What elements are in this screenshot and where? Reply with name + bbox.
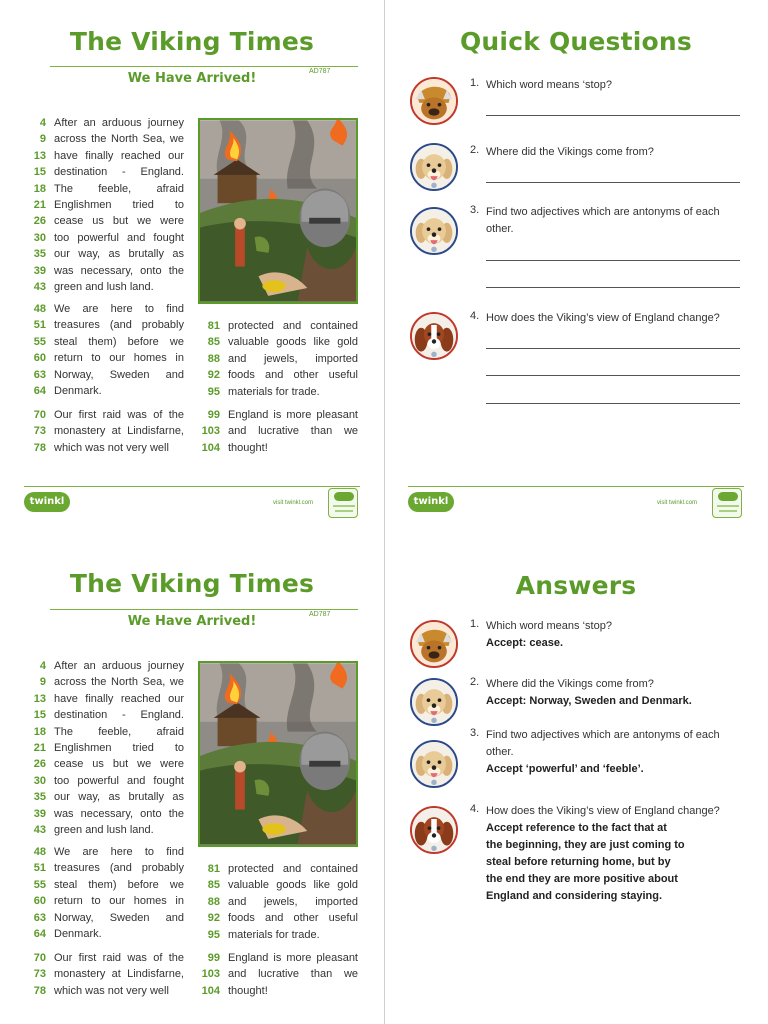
title-rule <box>50 66 358 67</box>
word-count-number: 51 <box>33 319 46 332</box>
word-count-number: 60 <box>33 895 46 908</box>
word-count-number: 39 <box>33 264 46 277</box>
story-text: valuable goods like gold <box>228 879 358 892</box>
word-count-number: 21 <box>33 198 46 211</box>
story-text: have finally reached our <box>54 149 184 162</box>
word-count-number: 18 <box>33 725 46 738</box>
viking-raid-illustration <box>198 661 358 847</box>
story-line <box>24 910 184 926</box>
story-line <box>198 351 358 367</box>
story-text: destination - England. <box>54 709 184 722</box>
word-count-number: 104 <box>201 984 220 997</box>
story-line <box>24 279 184 295</box>
story-column-2 <box>198 318 358 400</box>
newspaper-panel-top <box>0 0 384 512</box>
story-text: Englishmen tried to <box>54 741 184 754</box>
question-number: 3. <box>470 727 480 739</box>
story-text: steal them) before we <box>54 878 184 891</box>
story-text: Our first raid was of the <box>54 952 184 964</box>
word-count-number: 13 <box>33 692 46 705</box>
word-count-number: 99 <box>207 409 220 421</box>
story-line <box>24 301 184 317</box>
footer-rule <box>24 486 360 487</box>
question-text: Which word means ‘stop? <box>486 620 612 632</box>
word-count-number: 64 <box>33 384 46 397</box>
answer-line[interactable] <box>486 375 740 376</box>
story-line <box>24 926 184 942</box>
story-text: Denmark. <box>54 927 102 940</box>
story-line <box>198 384 358 400</box>
word-count-number: 43 <box>33 823 46 836</box>
story-text: too powerful and fought <box>54 231 184 244</box>
story-line <box>24 789 184 805</box>
story-line <box>198 910 358 926</box>
story-line <box>24 367 184 383</box>
story-line <box>198 894 358 910</box>
word-count-number: 92 <box>207 912 220 925</box>
word-count-number: 35 <box>33 791 46 804</box>
issue-code: AD787 <box>309 611 331 618</box>
story-text: monastery at Lindisfarne, <box>54 425 184 438</box>
story-text: monastery at Lindisfarne, <box>54 968 184 981</box>
visit-link[interactable]: visit twinkl.com <box>657 500 698 506</box>
story-text: cease us but we were <box>54 758 184 771</box>
viking-dog-icon <box>410 77 458 125</box>
newspaper-title: The Viking Times <box>69 27 315 56</box>
story-column-1 <box>24 658 184 838</box>
questions-title: Quick Questions <box>459 27 693 56</box>
story-line <box>24 148 184 164</box>
story-text: materials for trade. <box>228 928 320 941</box>
newspaper-title: The Viking Times <box>69 569 315 598</box>
question-number: 4. <box>470 310 480 322</box>
story-line <box>198 423 358 439</box>
question-number: 3. <box>470 204 480 216</box>
word-count-number: 39 <box>33 807 46 820</box>
question-text: Find two adjectives which are antonyms of each other. <box>486 206 720 235</box>
word-count-number: 78 <box>33 984 46 997</box>
word-count-number: 55 <box>33 335 46 348</box>
newspaper-panel-bottom <box>0 512 384 1024</box>
answer-line[interactable] <box>486 182 740 183</box>
story-line <box>24 844 184 860</box>
story-line <box>24 691 184 707</box>
story-line <box>24 407 184 423</box>
story-line <box>24 773 184 789</box>
visit-link[interactable]: visit twinkl.com <box>273 500 314 506</box>
word-count-number: 81 <box>207 320 220 332</box>
newspaper-subtitle: We Have Arrived! <box>127 614 257 629</box>
word-count-number: 15 <box>33 166 46 179</box>
answer-text: Accept: cease. <box>486 637 564 649</box>
word-count-number: 4 <box>39 117 46 129</box>
story-text: across the North Sea, we <box>54 133 184 146</box>
answer-text: Accept ‘powerful’ and ‘feeble’. <box>486 763 644 775</box>
story-column-1b <box>24 301 184 399</box>
word-count-number: 103 <box>201 968 220 981</box>
story-text: treasures (and probably <box>54 862 184 875</box>
word-count-number: 99 <box>207 952 220 964</box>
word-count-number: 9 <box>39 676 46 689</box>
story-line <box>24 230 184 246</box>
story-line <box>198 334 358 350</box>
story-column-2c <box>198 407 358 456</box>
word-count-number: 48 <box>33 846 46 858</box>
story-text: After an arduous journey <box>54 117 184 129</box>
answer-line[interactable] <box>486 260 740 261</box>
word-count-number: 73 <box>33 425 46 438</box>
golden-dog-icon <box>410 143 458 191</box>
word-count-number: 30 <box>33 774 46 787</box>
word-count-number: 26 <box>33 758 46 771</box>
story-line <box>24 246 184 262</box>
answers-title: Answers <box>515 571 637 600</box>
story-column-1 <box>24 115 184 295</box>
word-count-number: 95 <box>207 928 220 941</box>
viking-raid-illustration <box>198 118 358 304</box>
word-count-number: 81 <box>207 863 220 875</box>
story-line <box>24 164 184 180</box>
story-text: Englishmen tried to <box>54 198 184 211</box>
word-count-number: 55 <box>33 878 46 891</box>
story-line <box>24 115 184 131</box>
question-text: How does the Viking’s view of England change? <box>486 312 720 324</box>
story-text: valuable goods like gold <box>228 336 358 349</box>
twinkl-logo-icon[interactable]: twinkl <box>408 492 454 512</box>
story-line <box>24 423 184 439</box>
story-line <box>24 440 184 456</box>
story-text: treasures (and probably <box>54 319 184 332</box>
story-text: We are here to find <box>54 846 184 858</box>
word-count-number: 70 <box>33 952 46 964</box>
story-line <box>198 861 358 877</box>
story-text: The feeble, afraid <box>54 182 184 195</box>
question-text: How does the Viking’s view of England change? <box>486 805 720 817</box>
story-text: cease us but we were <box>54 215 184 228</box>
story-line <box>24 877 184 893</box>
story-text: Norway, Sweden and <box>54 911 184 924</box>
answer-text: Accept reference to the fact that at the beginning, they are just coming to steal before returning home, but by the end they are more positive about England and considering staying. <box>486 822 685 902</box>
story-text: was necessary, onto the <box>54 264 184 277</box>
story-line <box>198 950 358 966</box>
story-text: and jewels, imported <box>228 895 358 908</box>
story-line <box>198 440 358 456</box>
story-text: too powerful and fought <box>54 774 184 787</box>
questions-panel <box>384 0 768 512</box>
word-count-number: 103 <box>201 425 220 438</box>
story-line <box>24 213 184 229</box>
story-line <box>24 263 184 279</box>
word-count-number: 63 <box>33 368 46 381</box>
word-count-number: 18 <box>33 182 46 195</box>
spaniel-dog-icon <box>410 806 458 854</box>
golden-dog-icon <box>410 207 458 255</box>
story-text: thought! <box>228 441 268 454</box>
word-count-number: 63 <box>33 911 46 924</box>
word-count-number: 88 <box>207 352 220 365</box>
answer-text: Accept: Norway, Sweden and Denmark. <box>486 695 692 707</box>
story-line <box>198 983 358 999</box>
story-text: Norway, Sweden and <box>54 368 184 381</box>
story-text: England is more pleasant <box>228 952 358 964</box>
story-line <box>24 350 184 366</box>
answers-panel <box>384 512 768 1024</box>
story-line <box>24 197 184 213</box>
story-column-1c <box>24 950 184 999</box>
issue-code: AD787 <box>309 68 331 75</box>
story-text: Denmark. <box>54 384 102 397</box>
story-line <box>24 707 184 723</box>
story-text: our way, as brutally as <box>54 248 184 261</box>
word-count-number: 70 <box>33 409 46 421</box>
story-text: steal them) before we <box>54 335 184 348</box>
story-line <box>198 877 358 893</box>
word-count-number: 26 <box>33 215 46 228</box>
question-text: Where did the Vikings come from? <box>486 678 654 690</box>
question-number: 1. <box>470 618 480 630</box>
story-text: The feeble, afraid <box>54 725 184 738</box>
golden-dog-icon <box>410 740 458 788</box>
story-line <box>24 822 184 838</box>
story-line <box>24 658 184 674</box>
story-text: and lucrative than we <box>228 425 358 438</box>
story-text: which was not very well <box>54 441 169 454</box>
question-number: 1. <box>470 77 480 89</box>
word-count-number: 9 <box>39 133 46 146</box>
story-text: materials for trade. <box>228 385 320 398</box>
story-text: our way, as brutally as <box>54 791 184 804</box>
story-line <box>24 756 184 772</box>
story-line <box>198 318 358 334</box>
story-column-2 <box>198 861 358 943</box>
story-text: across the North Sea, we <box>54 676 184 689</box>
story-text: and lucrative than we <box>228 968 358 981</box>
word-count-number: 64 <box>33 927 46 940</box>
story-text: have finally reached our <box>54 692 184 705</box>
spaniel-dog-icon <box>410 312 458 360</box>
story-text: return to our homes in <box>54 352 184 365</box>
word-count-number: 85 <box>207 336 220 349</box>
story-line <box>24 334 184 350</box>
story-line <box>24 740 184 756</box>
story-line <box>24 860 184 876</box>
story-text: green and lush land. <box>54 823 154 836</box>
story-line <box>198 407 358 423</box>
story-text: return to our homes in <box>54 895 184 908</box>
word-count-number: 13 <box>33 149 46 162</box>
story-text: After an arduous journey <box>54 660 184 672</box>
word-count-number: 92 <box>207 369 220 382</box>
story-text: thought! <box>228 984 268 997</box>
answer-line[interactable] <box>486 287 740 288</box>
story-text: foods and other useful <box>228 369 358 382</box>
story-line <box>24 317 184 333</box>
word-count-number: 21 <box>33 741 46 754</box>
story-line <box>24 724 184 740</box>
answer-line[interactable] <box>486 403 740 404</box>
question-text: Where did the Vikings come from? <box>486 146 654 158</box>
story-text: which was not very well <box>54 984 169 997</box>
story-line <box>198 367 358 383</box>
word-count-number: 88 <box>207 895 220 908</box>
word-count-number: 35 <box>33 248 46 261</box>
story-column-2c <box>198 950 358 999</box>
question-text: Which word means ‘stop? <box>486 79 612 91</box>
word-count-number: 15 <box>33 709 46 722</box>
story-text: was necessary, onto the <box>54 807 184 820</box>
story-text: destination - England. <box>54 166 184 179</box>
word-count-number: 78 <box>33 441 46 454</box>
story-line <box>198 966 358 982</box>
word-count-number: 60 <box>33 352 46 365</box>
question-number: 4. <box>470 803 480 815</box>
story-text: protected and contained <box>228 320 358 332</box>
newspaper-subtitle: We Have Arrived! <box>127 71 257 86</box>
question-text: Find two adjectives which are antonyms of each other. <box>486 729 720 758</box>
story-text: Our first raid was of the <box>54 409 184 421</box>
footer-rule <box>408 486 744 487</box>
story-line <box>24 131 184 147</box>
story-column-1b <box>24 844 184 942</box>
answer-line[interactable] <box>486 348 740 349</box>
golden-dog-icon <box>410 678 458 726</box>
word-count-number: 43 <box>33 280 46 293</box>
twinkl-logo-icon[interactable]: twinkl <box>24 492 70 512</box>
story-line <box>198 927 358 943</box>
story-text: foods and other useful <box>228 912 358 925</box>
story-line <box>24 674 184 690</box>
word-count-number: 85 <box>207 879 220 892</box>
story-line <box>24 383 184 399</box>
story-line <box>24 181 184 197</box>
story-text: and jewels, imported <box>228 352 358 365</box>
title-rule <box>50 609 358 610</box>
story-line <box>24 806 184 822</box>
story-text: England is more pleasant <box>228 409 358 421</box>
story-line <box>24 893 184 909</box>
word-count-number: 48 <box>33 303 46 315</box>
story-text: We are here to find <box>54 303 184 315</box>
word-count-number: 51 <box>33 862 46 875</box>
story-line <box>24 983 184 999</box>
word-count-number: 73 <box>33 968 46 981</box>
word-count-number: 4 <box>39 660 46 672</box>
story-text: green and lush land. <box>54 280 154 293</box>
word-count-number: 95 <box>207 385 220 398</box>
viking-dog-icon <box>410 620 458 668</box>
story-column-1c <box>24 407 184 456</box>
question-number: 2. <box>470 676 480 688</box>
story-line <box>24 950 184 966</box>
word-count-number: 30 <box>33 231 46 244</box>
word-count-number: 104 <box>201 441 220 454</box>
question-number: 2. <box>470 144 480 156</box>
story-text: protected and contained <box>228 863 358 875</box>
story-line <box>24 966 184 982</box>
answer-line[interactable] <box>486 115 740 116</box>
